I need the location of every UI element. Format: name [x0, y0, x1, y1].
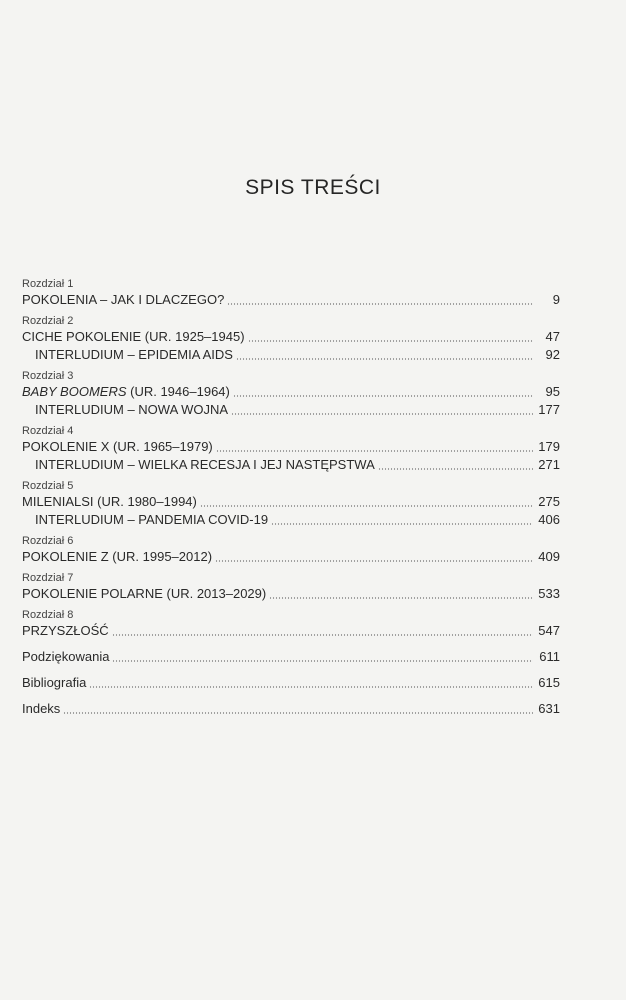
dot-leader [231, 413, 533, 415]
dot-leader [112, 634, 533, 636]
entry-page: 275 [538, 494, 560, 509]
entry-title: INTERLUDIUM – WIELKA RECESJA I JEJ NASTĘPSTWA [35, 457, 375, 472]
entry-title: Podziękowania [22, 649, 110, 664]
dot-leader [216, 450, 533, 452]
entry-page: 179 [538, 439, 560, 454]
dot-leader [215, 560, 533, 562]
toc-entry-interlude-war[interactable] [22, 401, 560, 419]
entry-page: 271 [538, 457, 560, 472]
table-of-contents [22, 277, 560, 718]
toc-entry-chapter-5[interactable] [22, 493, 560, 511]
toc-entry-interlude-covid[interactable] [22, 511, 560, 529]
entry-title: INTERLUDIUM – NOWA WOJNA [35, 402, 229, 417]
entry-page: 533 [538, 586, 560, 601]
toc-entry-interlude-aids[interactable] [22, 346, 560, 364]
toc-entry-chapter-7[interactable] [22, 585, 560, 603]
entry-title: POKOLENIE X (UR. 1965–1979) [22, 439, 213, 454]
entry-page: 631 [538, 701, 560, 716]
entry-title-rest: (UR. 1946–1964) [126, 384, 230, 399]
entry-title: POKOLENIE POLARNE (UR. 2013–2029) [22, 586, 267, 601]
entry-title: Bibliografia [22, 675, 87, 690]
toc-entry-index[interactable] [22, 700, 560, 718]
toc-entry-chapter-6[interactable] [22, 548, 560, 566]
toc-entry-interlude-recession[interactable] [22, 456, 560, 474]
chapter-label: Rozdział 1 [22, 278, 74, 290]
entry-title: PRZYSZŁOŚĆ [22, 623, 109, 638]
dot-leader [269, 597, 533, 599]
entry-page: 92 [545, 347, 560, 362]
dot-leader [248, 340, 533, 342]
entry-page: 9 [552, 292, 560, 307]
entry-page: 406 [538, 512, 560, 527]
toc-entry-bibliography[interactable] [22, 674, 560, 692]
entry-page: 95 [545, 384, 560, 399]
dot-leader [271, 523, 533, 525]
chapter-label: Rozdział 8 [22, 609, 74, 621]
dot-leader [236, 358, 533, 360]
dot-leader [89, 686, 533, 688]
entry-page: 47 [545, 329, 560, 344]
chapter-label: Rozdział 7 [22, 572, 74, 584]
entry-title: Indeks [22, 701, 61, 716]
chapter-label: Rozdział 2 [22, 315, 74, 327]
entry-page: 615 [538, 675, 560, 690]
entry-title: POKOLENIA – JAK I DLACZEGO? [22, 292, 225, 307]
entry-title [22, 383, 230, 401]
dot-leader [227, 303, 533, 305]
entry-title-italic: BABY BOOMERS [22, 384, 127, 399]
dot-leader [200, 505, 533, 507]
dot-leader [63, 712, 533, 714]
toc-entry-chapter-1[interactable] [22, 291, 560, 309]
entry-title: INTERLUDIUM – EPIDEMIA AIDS [35, 347, 233, 362]
chapter-label: Rozdział 6 [22, 535, 74, 547]
chapter-label: Rozdział 4 [22, 425, 74, 437]
entry-title: INTERLUDIUM – PANDEMIA COVID-19 [35, 512, 269, 527]
entry-page: 611 [539, 649, 560, 664]
toc-entry-acknowledgements[interactable] [22, 648, 560, 666]
chapter-label: Rozdział 5 [22, 480, 74, 492]
entry-title: MILENIALSI (UR. 1980–1994) [22, 494, 197, 509]
toc-entry-chapter-8[interactable] [22, 622, 560, 640]
chapter-label: Rozdział 3 [22, 370, 74, 382]
dot-leader [112, 660, 533, 662]
toc-entry-chapter-2[interactable] [22, 328, 560, 346]
entry-page: 177 [538, 402, 560, 417]
entry-title: CICHE POKOLENIE (UR. 1925–1945) [22, 329, 245, 344]
entry-title: POKOLENIE Z (UR. 1995–2012) [22, 549, 213, 564]
toc-entry-chapter-4[interactable] [22, 438, 560, 456]
dot-leader [378, 468, 533, 470]
dot-leader [233, 395, 533, 397]
entry-page: 409 [538, 549, 560, 564]
toc-entry-chapter-3[interactable] [22, 383, 560, 401]
page-title: SPIS TREŚCI [245, 176, 381, 199]
entry-page: 547 [538, 623, 560, 638]
